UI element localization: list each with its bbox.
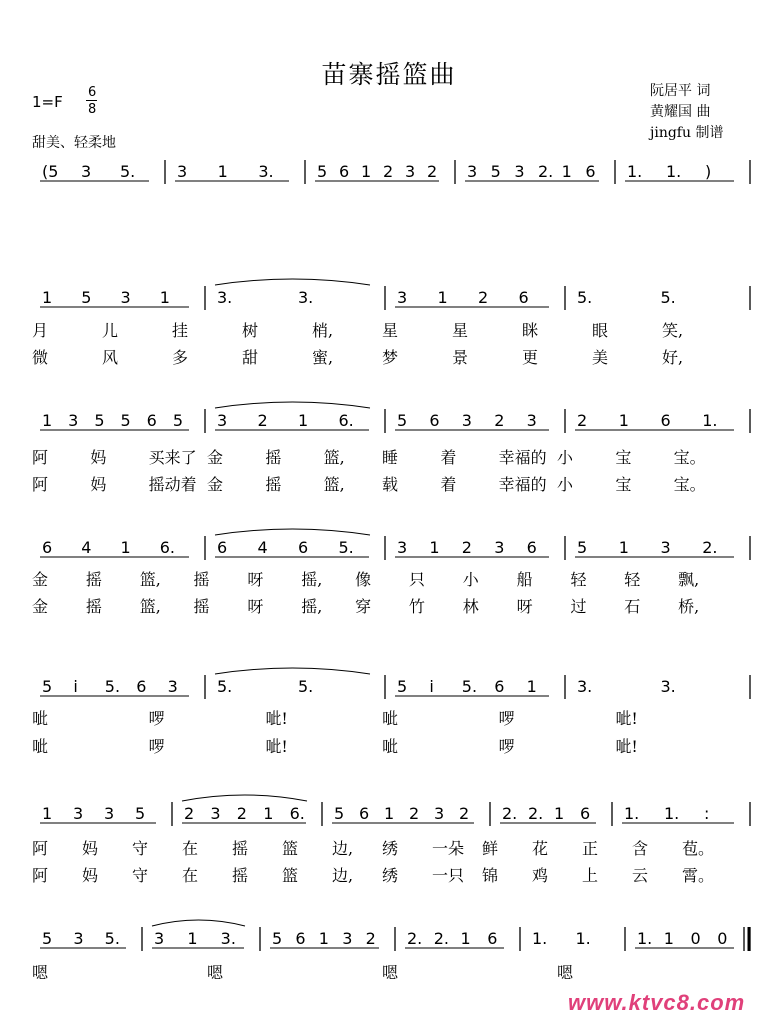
lyric: 妈 [82,866,99,885]
lyric: 苞。 [682,839,715,858]
lyric: 梢, [312,321,334,340]
lyric: 星 [382,321,399,340]
note: 5. [104,929,120,948]
lyric: 摇 [193,597,210,616]
note: 2. [538,162,554,181]
lyric: 呲 [382,737,399,756]
note: 1. [624,804,640,823]
lyric: 石 [624,597,641,616]
lyric: 嗯 [207,963,224,982]
lyric: 摇 [232,866,249,885]
note: 1 [42,288,53,307]
note: 5 [490,162,501,181]
note: 3. [577,677,593,696]
lyric: 呀 [247,597,264,616]
lyric: 船 [516,570,533,589]
note: 3. [217,288,233,307]
note: 1 [526,677,537,696]
note: 5 [577,538,588,557]
lyric: 啰 [498,709,515,728]
lyric: 儿 [102,321,119,340]
note: 2 [257,411,268,430]
lyric: 正 [582,839,599,858]
lyric: 阿 [32,475,49,494]
note: 3 [526,411,537,430]
note: 3. [258,162,274,181]
note: 3 [104,804,115,823]
note: 1 [561,162,572,181]
lyric: 阿 [32,839,49,858]
lyric: 阿 [32,866,49,885]
lyric: 啰 [148,709,165,728]
lyric: 宝。 [673,475,706,494]
lyricist-credit: 阮居平 词 [650,83,711,99]
note: 5 [81,288,92,307]
lyric: 轻 [624,570,641,589]
lyric: 呲 [32,709,49,728]
lyric: 云 [632,866,649,885]
lyric: 小 [557,475,574,494]
lyric: 幸福的 [498,448,547,467]
note: 3 [397,288,408,307]
lyric: 嗯 [557,963,574,982]
note: 1 [429,538,440,557]
lyric: 花 [532,839,549,858]
tempo-marking: 甜美、轻柔地 [32,135,116,151]
lyric: 林 [462,597,479,616]
note: 6 [146,411,157,430]
note: 1 [318,929,329,948]
lyric: 微 [32,348,49,367]
lyric: 买来了 [148,448,197,467]
lyric: 绣 [382,866,399,885]
note: 4 [81,538,92,557]
note: 1. [664,804,680,823]
lyric: 月 [32,321,49,340]
lyric: 飘, [678,570,700,589]
lyric: 眼 [592,321,609,340]
lyric: 美 [592,348,609,367]
lyric: 载 [382,475,399,494]
note: 6 [339,162,350,181]
lyric: 啰 [148,737,165,756]
lyric: 呲! [615,737,638,756]
note: 2. [702,538,718,557]
note: 5 [272,929,283,948]
note: 6 [295,929,306,948]
lyric: 幸福的 [498,475,547,494]
note: 6. [289,804,305,823]
note: 1. [575,929,591,948]
lyric: 眯 [522,321,539,340]
lyric: 宝 [615,448,632,467]
note: 1 [384,804,395,823]
lyric: 篮, [323,448,345,467]
note: 1 [159,288,170,307]
lyric: 穿 [355,597,372,616]
note: 3 [342,929,353,948]
note: 6 [136,677,147,696]
note: 5 [120,411,131,430]
note: 3 [514,162,525,181]
lyric: 多 [172,348,189,367]
lyric: 呲 [32,737,49,756]
lyric: 鸡 [532,866,549,885]
slur [182,795,307,801]
lyric: 只 [408,570,425,589]
arranger-credit: jingfu 制谱 [650,125,724,141]
lyric: 呲! [265,709,288,728]
note: 6 [298,538,309,557]
lyric: 金 [32,570,49,589]
lyric: 风 [102,348,119,367]
note: 1. [627,162,643,181]
lyric: 一只 [432,866,465,885]
note: 5. [120,162,136,181]
note: 3 [177,162,188,181]
note: 3 [467,162,478,181]
note: 3 [167,677,178,696]
lyric: 梦 [382,348,399,367]
note: 3 [120,288,131,307]
note: 2 [478,288,489,307]
lyric: 啰 [498,737,515,756]
meter-top: 6 [88,85,97,100]
note: 1 [298,411,309,430]
note: 3 [217,411,228,430]
note: 3 [73,929,84,948]
note: 5 [94,411,105,430]
note: 6 [217,538,228,557]
lyric: 金 [207,448,224,467]
lyric: 一朵 [432,839,465,858]
lyric: 小 [462,570,479,589]
note: i [73,677,78,696]
note: 6 [429,411,440,430]
note: 1 [42,411,53,430]
note: 1. [532,929,548,948]
lyric: 轻 [570,570,587,589]
lyric: 嗯 [32,963,49,982]
lyric: 阿 [32,448,49,467]
slur [152,920,245,926]
lyric: 绣 [382,839,399,858]
lyric: 竹 [408,597,425,616]
note: 5. [461,677,478,696]
lyric: 守 [132,839,149,858]
note: 3. [660,677,676,696]
note: 5. [660,288,676,307]
lyric: 锦 [482,866,499,885]
note: 1 [618,538,629,557]
lyric: 妈 [90,448,107,467]
lyric: 蜜, [312,348,334,367]
lyric: 篮 [282,839,299,858]
lyric: 呀 [516,597,533,616]
note: 5. [217,677,233,696]
note: 3 [210,804,221,823]
lyric: 甜 [242,348,259,367]
lyric: 边, [332,866,354,885]
slur [215,402,370,408]
lyric: 摇 [265,448,282,467]
note: 2. [502,804,518,823]
note: : [704,804,710,823]
lyric: 挂 [172,321,189,340]
note: 1 [187,929,198,948]
lyric: 摇 [85,570,102,589]
note: (5 [42,162,59,181]
lyric: 篮, [323,475,345,494]
note: 6. [159,538,176,557]
note: 5 [397,411,408,430]
note: 0 [717,929,728,948]
song-title: 苗寨摇篮曲 [321,60,457,89]
note: 3 [660,538,671,557]
lyric: 霄。 [682,866,715,885]
lyric: 金 [207,475,224,494]
note: 3 [154,929,165,948]
note: 5 [172,411,184,430]
note: 2. [407,929,423,948]
note: 1 [618,411,629,430]
note: 2 [383,162,394,181]
lyric: 宝。 [673,448,706,467]
lyric: 呀 [247,570,264,589]
note: 4 [257,538,268,557]
note: 2 [236,804,247,823]
lyric: 景 [452,348,469,367]
note: 3. [298,288,314,307]
lyric: 摇, [301,570,323,589]
note: 6. [338,411,354,430]
slur [215,529,370,535]
lyric: 篮, [139,570,161,589]
note: 3. [220,929,236,948]
note: 6 [487,929,498,948]
lyric: 含 [632,839,649,858]
note: 1. [637,929,653,948]
note: 2 [184,804,195,823]
note: 3 [397,538,408,557]
lyric: 摇 [193,570,210,589]
note: 6 [660,411,671,430]
lyric: 在 [182,839,199,858]
meter-bottom: 8 [88,102,97,117]
note: 5. [338,538,354,557]
lyric: 在 [182,866,199,885]
note: 2 [577,411,588,430]
note: 1. [666,162,682,181]
lyric: 宝 [615,475,632,494]
note: 3 [494,538,505,557]
note: 2 [459,804,470,823]
note: 3 [434,804,445,823]
lyric: 呲! [615,709,638,728]
note: 5 [317,162,328,181]
composer-credit: 黄耀国 曲 [650,104,711,120]
note: 5 [334,804,345,823]
note: 6 [585,162,596,181]
note: 6 [494,677,505,696]
note: 6 [526,538,537,557]
note: 1 [120,538,131,557]
note: 1. [702,411,718,430]
lyric: 篮 [282,866,299,885]
lyric: 笑, [662,321,684,340]
note: 1 [263,804,274,823]
slur [215,668,370,674]
lyric: 摇动着 [148,475,197,494]
note: 3 [461,411,472,430]
note: 2 [427,162,438,181]
note: 6 [518,288,529,307]
lyric: 睡 [382,448,399,467]
note: 5 [42,677,53,696]
lyric: 摇 [265,475,282,494]
lyric: 摇, [301,597,323,616]
lyric: 妈 [90,475,107,494]
note: 5. [298,677,314,696]
lyric: 着 [440,448,457,467]
lyric: 呲 [382,709,399,728]
lyric: 像 [355,570,372,589]
lyric: 摇 [232,839,249,858]
lyric: 鲜 [482,839,499,858]
note: 1 [663,929,674,948]
note: 6 [580,804,591,823]
note: 3 [73,804,84,823]
lyric: 小 [557,448,574,467]
note: 3 [68,411,79,430]
lyric: 过 [570,597,587,616]
note: 2. [433,929,450,948]
note: 3 [405,162,416,181]
lyric: 上 [582,866,599,885]
lyric: 摇 [85,597,102,616]
lyric: 呲! [265,737,288,756]
lyric: 金 [32,597,49,616]
note: i [429,677,434,696]
lyric: 篮, [139,597,161,616]
note: 3 [81,162,92,181]
lyric: 着 [440,475,457,494]
note: 5. [577,288,593,307]
note: 6 [42,538,53,557]
note: 2 [365,929,376,948]
note: 1 [437,288,448,307]
lyric: 星 [452,321,469,340]
key-signature: 1=F [32,93,63,111]
lyric: 边, [332,839,354,858]
lyric: 嗯 [382,963,399,982]
note: 1 [42,804,53,823]
note: 1 [554,804,565,823]
lyric: 更 [522,348,539,367]
slur [215,279,370,285]
note: 1 [361,162,372,181]
note: 1 [460,929,471,948]
lyric: 妈 [82,839,99,858]
note: 6 [359,804,370,823]
note: 1 [217,162,228,181]
note: 0 [690,929,701,948]
note: 2. [528,804,544,823]
note: 2 [461,538,472,557]
note: 5 [397,677,408,696]
lyric: 树 [242,321,259,340]
note: ) [705,162,712,181]
note: 5. [104,677,121,696]
lyric: 守 [132,866,149,885]
lyric: 好, [662,348,684,367]
note: 2 [494,411,505,430]
lyric: 桥, [678,597,700,616]
note: 2 [409,804,420,823]
note: 5 [135,804,146,823]
watermark: www.ktvc8.com [568,990,746,1015]
note: 5 [42,929,53,948]
